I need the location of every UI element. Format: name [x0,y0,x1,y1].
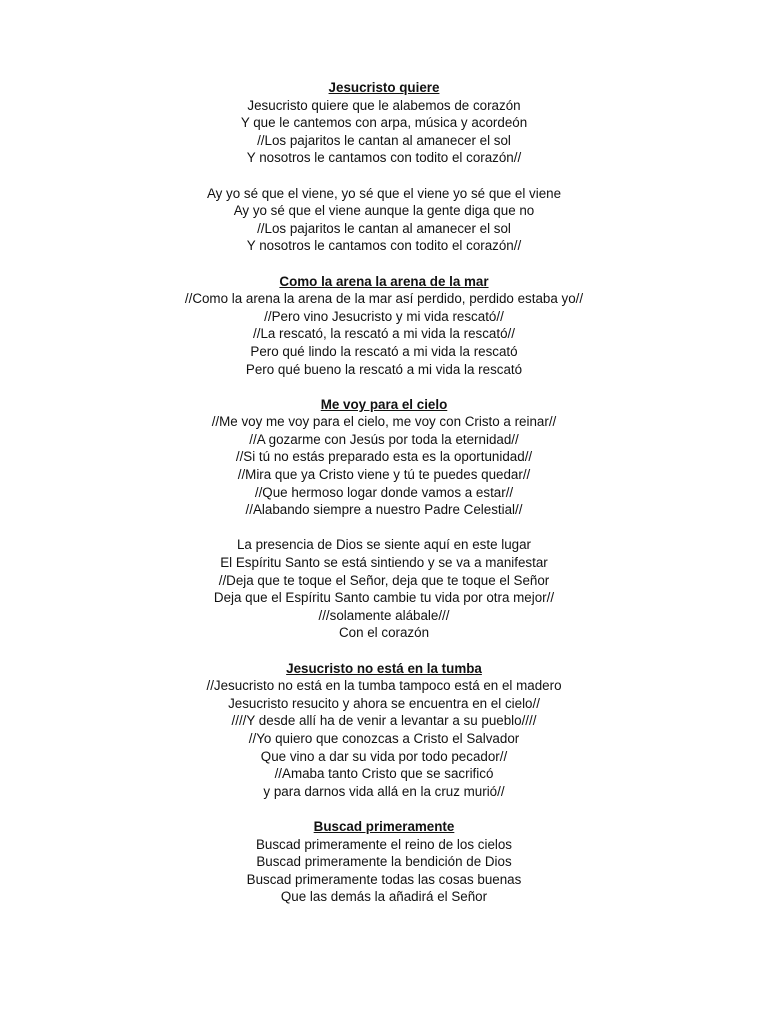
lyric-line: La presencia de Dios se siente aquí en este lugar [236,537,532,553]
lyric-line: Jesucristo quiere que le alabemos de corazón [247,97,521,113]
lyric-line: //Jesucristo no está en la tumba tampoco está en el madero [206,678,562,694]
lyric-line: //Los pajaritos le cantan al amanecer el sol [257,132,511,148]
stanza [0,413,768,519]
lyric-line: //Como la arena la arena de la mar así perdido, perdido estaba yo// [184,291,584,307]
lyric-line: El Espíritu Santo se está sintiendo y se va a manifestar [220,555,548,571]
song-jesucristo-no-esta-en-la-tumba [0,660,768,801]
lyric-line: Que vino a dar su vida por todo pecador// [260,748,508,764]
stanza [0,290,768,378]
stanza [0,677,768,800]
lyric-line: //Mira que ya Cristo viene y tú te puedes quedar// [237,467,531,483]
lyric-line: //Deja que te toque el Señor, deja que te toque el Señor [218,572,550,588]
lyric-line: Jesucristo resucito y ahora se encuentra en el cielo// [228,695,540,711]
lyric-line: //Que hermoso logar donde vamos a estar// [254,484,514,500]
song-como-la-arena [0,273,768,379]
lyric-line: Y nosotros le cantamos con todito el corazón// [246,238,522,254]
lyric-line: //Pero vino Jesucristo y mi vida rescató// [264,308,504,324]
song-jesucristo-quiere [0,79,768,255]
lyric-line: Con el corazón [338,625,430,641]
stanza [0,836,768,906]
stanza [0,97,768,167]
song-me-voy-para-el-cielo [0,396,768,642]
lyric-line: Ay yo sé que el viene aunque la gente diga que no [233,203,535,219]
lyric-line: Pero qué bueno la rescató a mi vida la rescató [245,361,523,377]
lyric-line: ////Y desde allí ha de venir a levantar a su pueblo//// [231,713,537,729]
lyric-line: //Me voy me voy para el cielo, me voy con Cristo a reinar// [211,414,557,430]
lyrics-page [0,79,768,924]
stanza [0,536,768,642]
lyric-line: Pero qué lindo la rescató a mi vida la rescató [250,343,518,359]
song-buscad-primeramente [0,818,768,906]
lyric-line: //Amaba tanto Cristo que se sacrificó [274,766,494,782]
stanza [0,185,768,255]
lyric-line: Buscad primeramente la bendición de Dios [256,854,512,870]
lyric-line: //Si tú no estás preparado esta es la oportunidad// [235,449,533,465]
lyric-line: ///solamente alábale/// [318,607,450,623]
lyric-line: Buscad primeramente el reino de los cielos [255,836,513,852]
lyric-line: //A gozarme con Jesús por toda la eternidad// [249,431,519,447]
lyric-line: Deja que el Espíritu Santo cambie tu vida por otra mejor// [213,590,555,606]
song-title: Me voy para el cielo [320,396,448,412]
lyric-line: //Yo quiero que conozcas a Cristo el Salvador [248,730,520,746]
lyric-line: //La rescató, la rescató a mi vida la rescató// [253,326,515,342]
lyric-line: Ay yo sé que el viene, yo sé que el viene yo sé que el viene [206,185,562,201]
lyric-line: Buscad primeramente todas las cosas buenas [246,871,522,887]
song-title: Jesucristo quiere [328,80,440,95]
song-title: Como la arena la arena de la mar [279,273,489,289]
song-title: Buscad primeramente [313,818,455,834]
lyric-line: Que las demás la añadirá el Señor [280,889,488,905]
lyric-line: Y que le cantemos con arpa, música y acordeón [240,115,528,131]
lyric-line: y para darnos vida allá en la cruz murió// [263,783,505,799]
song-title: Jesucristo no está en la tumba [286,660,482,676]
lyric-line: //Los pajaritos le cantan al amanecer el sol [257,220,511,236]
lyric-line: //Alabando siempre a nuestro Padre Celestial// [245,502,523,518]
lyric-line: Y nosotros le cantamos con todito el corazón// [246,150,522,166]
